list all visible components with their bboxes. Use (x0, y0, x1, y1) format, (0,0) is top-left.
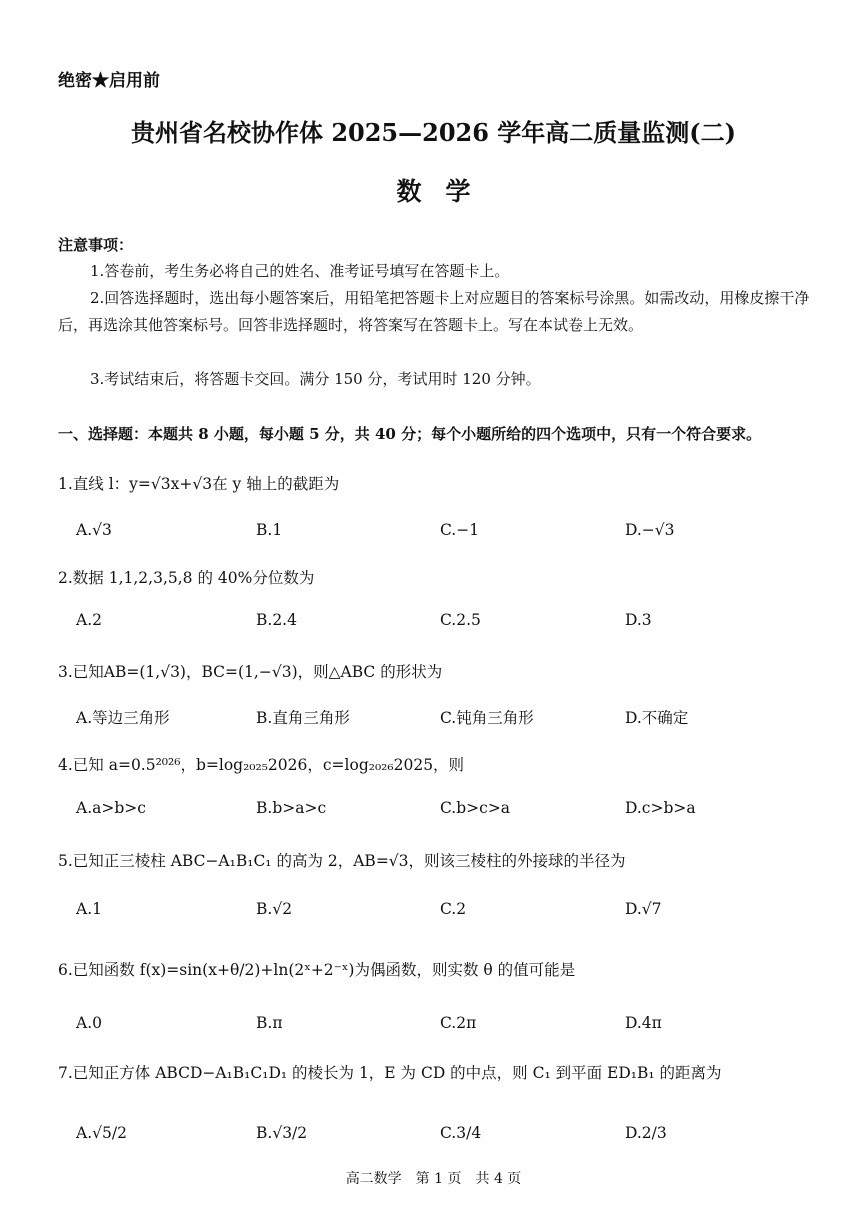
option-a: A.0 (76, 1014, 102, 1032)
option-d: D.4π (625, 1014, 662, 1032)
question-options (76, 900, 836, 930)
question-options (76, 521, 836, 551)
option-b: B.√3/2 (256, 1124, 308, 1142)
question-options (76, 611, 836, 641)
option-b: B.2.4 (256, 611, 297, 629)
option-a: A.√3 (76, 521, 112, 539)
note-item: 2.回答选择题时，选出每小题答案后，用铅笔把答题卡上对应题目的答案标号涂黑。如需改动，用橡皮擦干净后，再选涂其他答案标号。回答非选择题时，将答案写在答题卡上。写在本试卷上无效。 (58, 289, 810, 334)
option-a: A.2 (76, 611, 102, 629)
notes-heading: 注意事项： (58, 236, 134, 254)
option-d: D.不确定 (625, 709, 689, 727)
page-footer: 高二数学 第 1 页 共 4 页 (345, 1171, 522, 1187)
question-stem: 3.已知AB=(1,√3)，BC=(1,−√3)，则△ABC 的形状为 (58, 663, 443, 681)
option-d: D.3 (625, 611, 652, 629)
question-stem: 7.已知正方体 ABCD−A₁B₁C₁D₁ 的棱长为 1，E 为 CD 的中点，则 C₁ 到平面 ED₁B₁ 的距离为 (58, 1064, 722, 1082)
option-c: C.3/4 (440, 1124, 482, 1142)
question-options (76, 1014, 836, 1044)
question-stem: 5.已知正三棱柱 ABC−A₁B₁C₁ 的高为 2，AB=√3，则该三棱柱的外接球的半径为 (58, 852, 626, 870)
question-stem: 2.数据 1,1,2,3,5,8 的 40%分位数为 (58, 569, 315, 587)
option-b: B.π (256, 1014, 283, 1032)
option-c: C.2.5 (440, 611, 481, 629)
option-a: A.a>b>c (76, 799, 146, 817)
option-d: D.2/3 (625, 1124, 667, 1142)
question-stem: 6.已知函数 f(x)=sin(x+θ/2)+ln(2ˣ+2⁻ˣ)为偶函数，则实数 θ 的值可能是 (58, 961, 576, 979)
note-item: 3.考试结束后，将答题卡交回。满分 150 分，考试用时 120 分钟。 (90, 370, 541, 388)
note-item: 1.答卷前，考生务必将自己的姓名、准考证号填写在答题卡上。 (90, 262, 510, 280)
option-a: A.√5/2 (76, 1124, 127, 1142)
option-b: B.b>a>c (256, 799, 327, 817)
option-c: C.2π (440, 1014, 477, 1032)
option-b: B.√2 (256, 900, 293, 918)
question-stem: 1.直线 l：y=√3x+√3在 y 轴上的截距为 (58, 475, 340, 493)
question-stem: 4.已知 a=0.5²⁰²⁶，b=log₂₀₂₅2026，c=log₂₀₂₆2025，则 (58, 756, 465, 774)
secret-label: 绝密★启用前 (58, 71, 160, 91)
question-options (76, 799, 836, 829)
question-options (76, 1124, 836, 1154)
option-c: C.b>c>a (440, 799, 511, 817)
subject-title: 数学 (396, 177, 495, 206)
exam-title: 贵州省名校协作体 2025—2026 学年高二质量监测(二) (130, 118, 736, 147)
option-a: A.1 (76, 900, 102, 918)
section-heading: 一、选择题：本题共 8 小题，每小题 5 分，共 40 分；每个小题所给的四个选项中，只有一个符合要求。 (58, 425, 762, 443)
option-d: D.−√3 (625, 521, 675, 539)
option-b: B.1 (256, 521, 283, 539)
option-a: A.等边三角形 (76, 709, 170, 727)
option-c: C.2 (440, 900, 467, 918)
question-options (76, 706, 836, 736)
option-c: C.钝角三角形 (440, 709, 534, 727)
option-d: D.√7 (625, 900, 662, 918)
option-c: C.−1 (440, 521, 480, 539)
option-b: B.直角三角形 (256, 709, 350, 727)
option-d: D.c>b>a (625, 799, 696, 817)
